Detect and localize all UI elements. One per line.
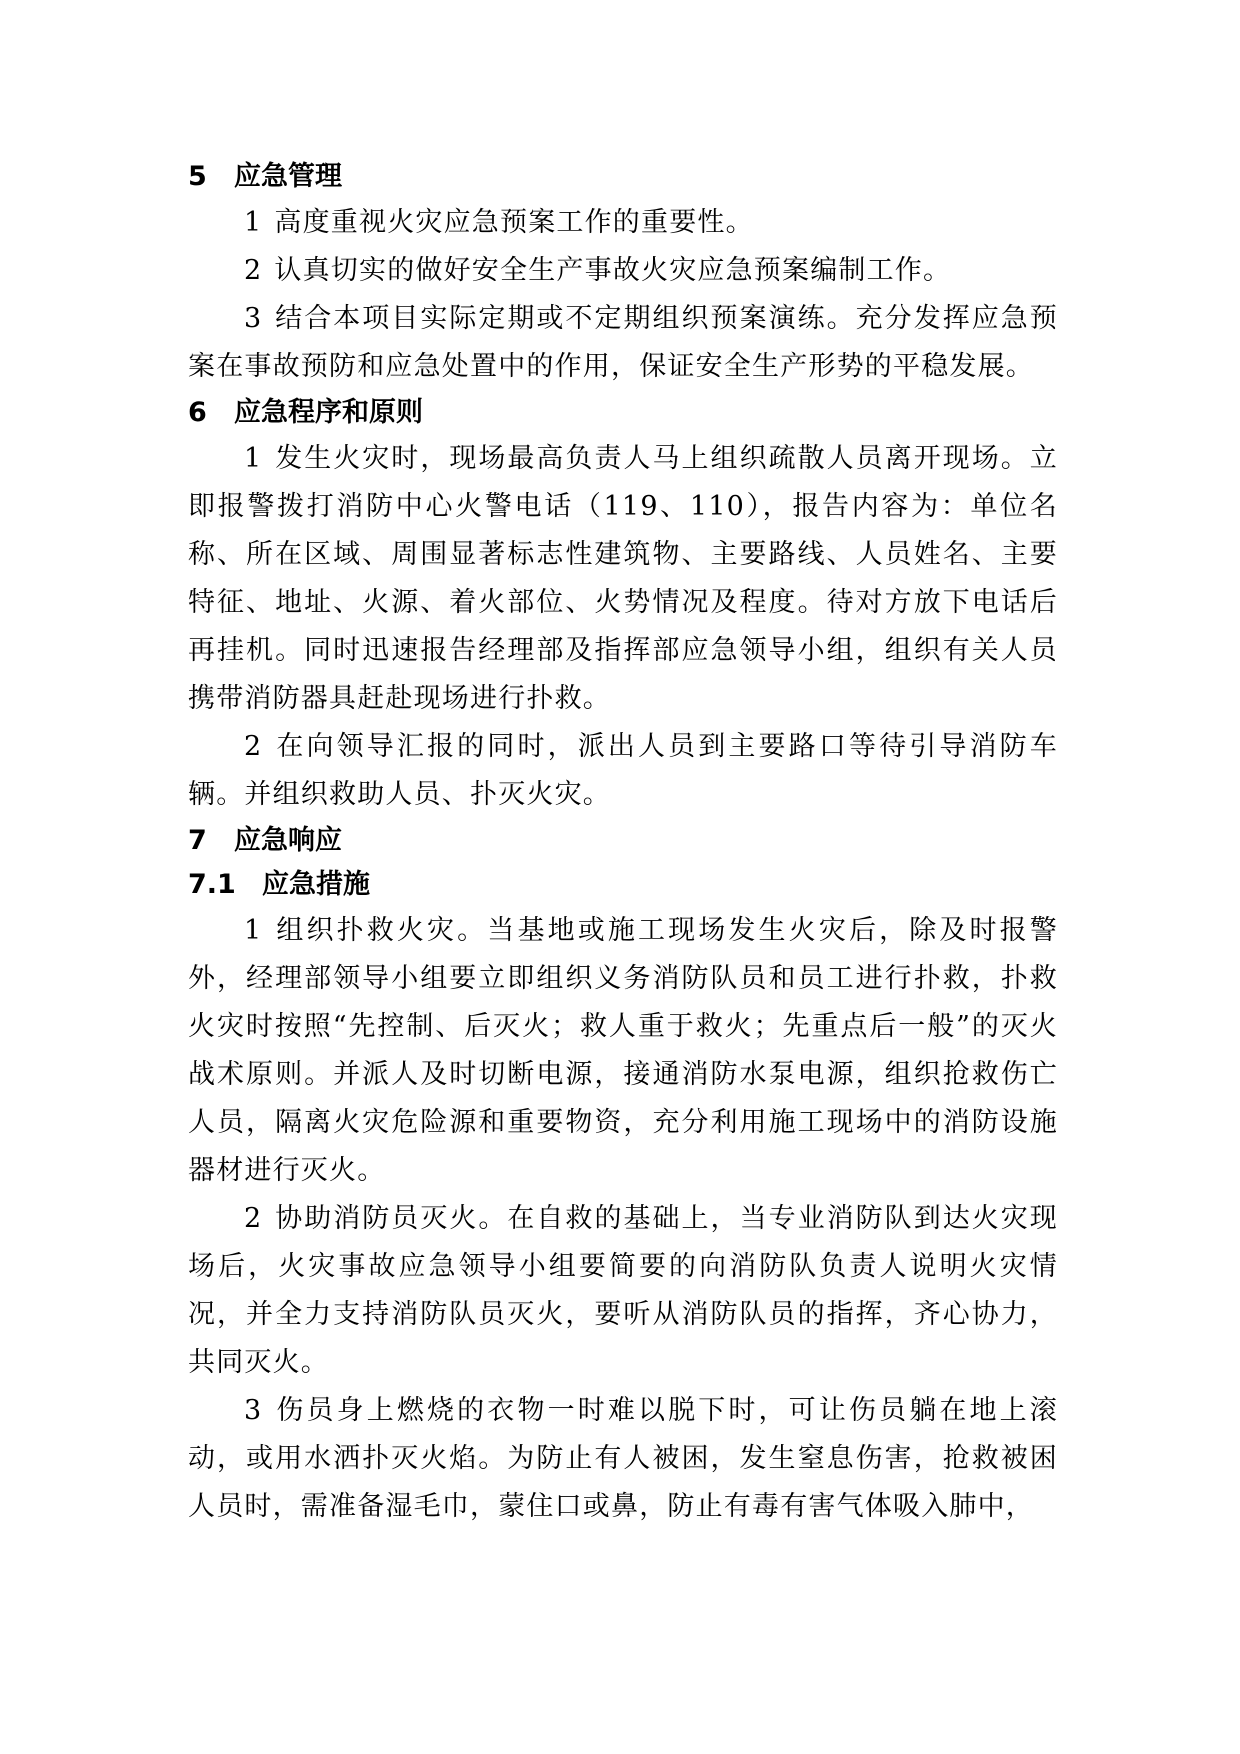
section-title: 应急响应 bbox=[234, 825, 342, 856]
paragraph-7-1-1 bbox=[188, 907, 1058, 1195]
section-6-heading bbox=[188, 391, 1058, 435]
paragraph-number: 2 bbox=[244, 731, 263, 762]
paragraph-6-2 bbox=[188, 723, 1058, 819]
section-title: 应急措施 bbox=[262, 869, 370, 900]
paragraph-number: 1 bbox=[244, 443, 263, 474]
paragraph-number: 3 bbox=[244, 303, 263, 334]
paragraph-text: 认真切实的做好安全生产事故火灾应急预案编制工作。 bbox=[274, 255, 952, 286]
paragraph-number: 2 bbox=[244, 255, 263, 286]
paragraph-number: 2 bbox=[244, 1203, 263, 1234]
paragraph-text: 在向领导汇报的同时，派出人员到主要路口等待引导消防车辆。并组织救助人员、扑灭火灾。 bbox=[188, 731, 1058, 810]
paragraph-7-1-3 bbox=[188, 1387, 1058, 1531]
section-number: 5 bbox=[188, 161, 207, 192]
paragraph-5-1 bbox=[188, 199, 1058, 247]
paragraph-6-1 bbox=[188, 435, 1058, 723]
paragraph-text: 协助消防员灭火。在自救的基础上，当专业消防队到达火灾现场后，火灾事故应急领导小组要简要的向消防队负责人说明火灾情况，并全力支持消防队员灭火，要听从消防队员的指挥，齐心协力，共同灭火。 bbox=[188, 1203, 1058, 1378]
paragraph-5-3 bbox=[188, 295, 1058, 391]
section-title: 应急管理 bbox=[234, 161, 342, 192]
paragraph-7-1-2 bbox=[188, 1195, 1058, 1387]
section-7-1-heading bbox=[188, 863, 1058, 907]
document-page bbox=[188, 155, 1058, 1531]
paragraph-text: 高度重视火灾应急预案工作的重要性。 bbox=[274, 207, 754, 238]
paragraph-text: 组织扑救火灾。当基地或施工现场发生火灾后，除及时报警外，经理部领导小组要立即组织义务消防队员和员工进行扑救，扑救火灾时按照“先控制、后灭火；救人重于救火；先重点后一般”的灭火战术原则。并派人及时切断电源，接通消防水泵电源，组织抢救伤亡人员，隔离火灾危险源和重要物资，充分利用施工现场中的消防设施器材进行灭火。 bbox=[188, 915, 1058, 1186]
section-5-heading bbox=[188, 155, 1058, 199]
section-number: 7.1 bbox=[188, 869, 236, 900]
paragraph-number: 1 bbox=[244, 207, 263, 238]
paragraph-number: 1 bbox=[244, 915, 263, 946]
paragraph-text: 发生火灾时，现场最高负责人马上组织疏散人员离开现场。立即报警拨打消防中心火警电话（119、110），报告内容为：单位名称、所在区域、周围显著标志性建筑物、主要路线、人员姓名、主要特征、地址、火源、着火部位、火势情况及程度。待对方放下电话后再挂机。同时迅速报告经理部及指挥部应急领导小组，组织有关人员携带消防器具赶赴现场进行扑救。 bbox=[188, 443, 1058, 714]
section-7-heading bbox=[188, 819, 1058, 863]
section-title: 应急程序和原则 bbox=[234, 397, 423, 428]
paragraph-5-2 bbox=[188, 247, 1058, 295]
paragraph-text: 结合本项目实际定期或不定期组织预案演练。充分发挥应急预案在事故预防和应急处置中的作用，保证安全生产形势的平稳发展。 bbox=[188, 303, 1058, 382]
section-number: 7 bbox=[188, 825, 207, 856]
paragraph-number: 3 bbox=[244, 1395, 263, 1426]
section-number: 6 bbox=[188, 397, 207, 428]
paragraph-text: 伤员身上燃烧的衣物一时难以脱下时，可让伤员躺在地上滚动，或用水洒扑灭火焰。为防止有人被困，发生窒息伤害，抢救被困人员时，需准备湿毛巾，蒙住口或鼻，防止有毒有害气体吸入肺中， bbox=[188, 1395, 1058, 1522]
